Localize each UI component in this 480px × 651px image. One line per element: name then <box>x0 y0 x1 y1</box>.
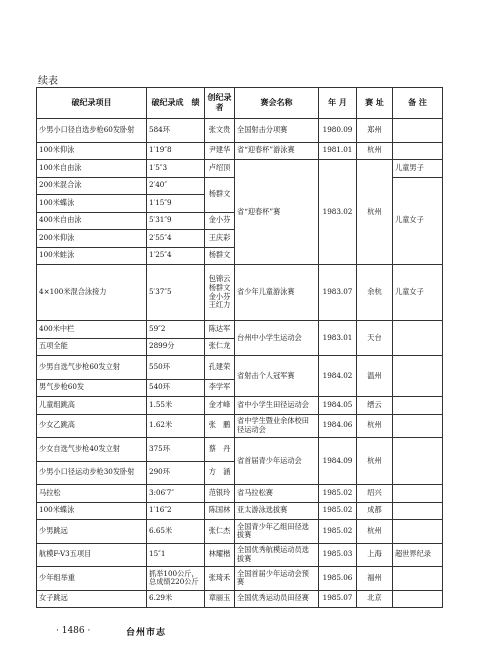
table-row <box>37 142 443 160</box>
cell-date-merged: 1984.02 <box>319 356 357 397</box>
cell-result: 5′37″5 <box>147 265 205 321</box>
cell-holder: 章丽玉 <box>205 590 235 608</box>
cell-holder: 卢绍顶 <box>205 160 235 178</box>
cell-holder: 张仁龙 <box>205 338 235 356</box>
cell-note <box>393 485 443 503</box>
cell-date: 1984.06 <box>319 414 357 438</box>
cell-meet: 省马拉松赛 <box>235 485 319 503</box>
cell-item: 100米仰泳 <box>37 142 147 160</box>
cell-note <box>393 438 443 485</box>
holder-name: 金小芬 <box>208 291 231 301</box>
cell-meet-merged: 台州中小学生运动会 <box>235 321 319 356</box>
cell-result: 59″2 <box>147 321 205 339</box>
cell-place: 绍兴 <box>357 485 393 503</box>
cell-holder: 金小芬 <box>205 212 235 230</box>
table-row <box>37 438 443 462</box>
cell-date: 1985.02 <box>319 485 357 503</box>
cell-place: 福州 <box>357 567 393 591</box>
cell-holder: 张仁杰 <box>205 520 235 544</box>
cell-meet-merged: 省射击个人冠军赛 <box>235 356 319 397</box>
cell-holder: 孔建荣 <box>205 356 235 380</box>
cell-date-merged: 1983.01 <box>319 321 357 356</box>
cell-holder-list <box>205 265 235 321</box>
cell-result: 550环 <box>147 356 205 380</box>
cell-result: 1′15″9 <box>147 195 205 213</box>
cell-item: 男气步枪60发 <box>37 379 147 397</box>
cell-place: 余杭 <box>357 265 393 321</box>
cell-holder: 范银玲 <box>205 485 235 503</box>
cell-note: 儿童男子 <box>393 160 443 178</box>
col-header-item: 破纪录项目 <box>37 88 147 119</box>
holder-name: 王红力 <box>208 300 231 310</box>
cell-place-merged: 杭州 <box>357 160 393 265</box>
cell-date: 1985.03 <box>319 543 357 567</box>
cell-item: 马拉松 <box>37 485 147 503</box>
cell-item: 400米自由泳 <box>37 212 147 230</box>
cell-item: 少女自选气步枪40发立射 <box>37 438 147 462</box>
cell-item: 100米蝶泳 <box>37 502 147 520</box>
cell-result: 5′31″9 <box>147 212 205 230</box>
table-row <box>37 502 443 520</box>
continued-label: 续表 <box>38 76 58 87</box>
cell-holder: 王庆彩 <box>205 230 235 248</box>
cell-result: 6.65米 <box>147 520 205 544</box>
cell-date: 1985.07 <box>319 590 357 608</box>
cell-note <box>393 397 443 415</box>
cell-result: 1′16″2 <box>147 502 205 520</box>
cell-meet: 全国优秀运动员田径赛 <box>235 590 319 608</box>
cell-note <box>393 520 443 544</box>
cell-holder: 李学军 <box>205 379 235 397</box>
cell-meet: 省中学生暨业余体校田径运动会 <box>235 414 319 438</box>
cell-meet: 亚太游泳选拔赛 <box>235 502 319 520</box>
cell-date: 1985.02 <box>319 520 357 544</box>
table-row <box>37 265 443 321</box>
cell-item: 少男小口径运动步枪30发卧射 <box>37 461 147 485</box>
col-header-holder: 创纪录者 <box>205 88 235 119</box>
cell-holder: 金才峰 <box>205 397 235 415</box>
cell-meet: 省“迎春杯”游泳赛 <box>235 142 319 160</box>
cell-place: 杭州 <box>357 142 393 160</box>
table-row <box>37 590 443 608</box>
cell-note <box>393 356 443 397</box>
cell-result: 2′40″ <box>147 177 205 195</box>
cell-note <box>393 502 443 520</box>
cell-note <box>393 590 443 608</box>
cell-result: 290环 <box>147 461 205 485</box>
cell-result: 2899分 <box>147 338 205 356</box>
cell-item: 200米混合泳 <box>37 177 147 195</box>
cell-item: 100米蝶泳 <box>37 195 147 213</box>
cell-place: 杭州 <box>357 520 393 544</box>
cell-note: 超世界纪录 <box>393 543 443 567</box>
cell-place-merged: 温州 <box>357 356 393 397</box>
cell-date: 1981.01 <box>319 142 357 160</box>
cell-result: 6.29米 <box>147 590 205 608</box>
cell-meet: 省少年儿童游泳赛 <box>235 265 319 321</box>
col-header-note: 备 注 <box>393 88 443 119</box>
cell-holder: 陈国林 <box>205 502 235 520</box>
cell-result: 抓举100公斤，总成绩220公斤 <box>147 567 205 591</box>
book-title: 台州市志 <box>126 628 167 638</box>
cell-result: 15″1 <box>147 543 205 567</box>
cell-date: 1983.07 <box>319 265 357 321</box>
cell-place: 郑州 <box>357 119 393 143</box>
cell-result: 1.55米 <box>147 397 205 415</box>
cell-holder: 张 鹏 <box>205 414 235 438</box>
cell-note <box>393 414 443 438</box>
page-number: · 1486 · <box>56 626 91 636</box>
cell-holder: 张文贵 <box>205 119 235 143</box>
cell-note <box>393 321 443 356</box>
cell-meet: 省中小学生田径运动会 <box>235 397 319 415</box>
cell-result: 1′19″8 <box>147 142 205 160</box>
cell-result: 1′5″3 <box>147 160 205 178</box>
table-row <box>37 321 443 339</box>
cell-meet-merged: 省首届青少年运动会 <box>235 438 319 485</box>
holder-name: 杨群文 <box>208 282 231 292</box>
cell-result: 1′25″4 <box>147 247 205 265</box>
cell-holder: 方 涵 <box>205 461 235 485</box>
cell-meet: 全国优秀航模运动员选拔赛 <box>235 543 319 567</box>
cell-place-merged: 天台 <box>357 321 393 356</box>
cell-meet: 全国首届少年运动会预赛 <box>235 567 319 591</box>
table-row <box>37 520 443 544</box>
col-header-date: 年 月 <box>319 88 357 119</box>
cell-holder: 尹建华 <box>205 142 235 160</box>
cell-item: 少男小口径自选步枪60发卧射 <box>37 119 147 143</box>
cell-holder: 张琦禾 <box>205 567 235 591</box>
holder-name: 包锦云 <box>208 274 231 284</box>
cell-item: 少男跳远 <box>37 520 147 544</box>
cell-date: 1984.05 <box>319 397 357 415</box>
table-row <box>37 567 443 591</box>
cell-result: 3:06′7″ <box>147 485 205 503</box>
cell-item: 200米仰泳 <box>37 230 147 248</box>
cell-item: 少男自选气步枪60发立射 <box>37 356 147 380</box>
cell-place: 北京 <box>357 590 393 608</box>
table-row <box>37 397 443 415</box>
cell-place: 杭州 <box>357 414 393 438</box>
table-header-row <box>37 88 443 119</box>
cell-item: 100米自由泳 <box>37 160 147 178</box>
cell-result: 375环 <box>147 438 205 462</box>
cell-note <box>393 119 443 143</box>
records-table <box>36 87 443 608</box>
cell-result: 2′55″4 <box>147 230 205 248</box>
cell-holder: 陈达军 <box>205 321 235 339</box>
cell-date: 1985.06 <box>319 567 357 591</box>
cell-meet-merged: 省“迎春杯”赛 <box>235 160 319 265</box>
cell-result: 1.62米 <box>147 414 205 438</box>
cell-date: 1980.09 <box>319 119 357 143</box>
cell-item: 4×100米混合泳接力 <box>37 265 147 321</box>
col-header-place: 赛 址 <box>357 88 393 119</box>
cell-item: 100米蛙泳 <box>37 247 147 265</box>
cell-note: 儿童女子 <box>393 265 443 321</box>
cell-place: 成都 <box>357 502 393 520</box>
cell-holder: 林耀楷 <box>205 543 235 567</box>
cell-item: 航模F-V3五项目 <box>37 543 147 567</box>
cell-note <box>393 142 443 160</box>
cell-result: 540环 <box>147 379 205 397</box>
cell-note-merged: 儿童女子 <box>393 177 443 265</box>
table-row <box>37 160 443 178</box>
table-row <box>37 356 443 380</box>
cell-date-merged: 1984.09 <box>319 438 357 485</box>
cell-place-merged: 杭州 <box>357 438 393 485</box>
cell-meet: 全国青少年乙组田径选拔赛 <box>235 520 319 544</box>
cell-holder: 蔡 丹 <box>205 438 235 462</box>
cell-result: 584环 <box>147 119 205 143</box>
table-row <box>37 485 443 503</box>
cell-date: 1985.02 <box>319 502 357 520</box>
cell-place: 上海 <box>357 543 393 567</box>
cell-holder-merged: 杨群文 <box>205 177 235 212</box>
cell-date-merged: 1983.02 <box>319 160 357 265</box>
cell-item: 五项全能 <box>37 338 147 356</box>
cell-meet: 全国射击分项赛 <box>235 119 319 143</box>
table-row <box>37 543 443 567</box>
table-row <box>37 119 443 143</box>
cell-item: 儿童组跳高 <box>37 397 147 415</box>
cell-item: 少女乙跳高 <box>37 414 147 438</box>
cell-note <box>393 567 443 591</box>
cell-holder: 杨群文 <box>205 247 235 265</box>
cell-item: 400米中栏 <box>37 321 147 339</box>
table-row <box>37 414 443 438</box>
col-header-result: 破纪录成 绩 <box>147 88 205 119</box>
cell-place: 缙云 <box>357 397 393 415</box>
cell-item: 少年组举重 <box>37 567 147 591</box>
col-header-meet: 赛会名称 <box>235 88 319 119</box>
cell-item: 女子跳远 <box>37 590 147 608</box>
